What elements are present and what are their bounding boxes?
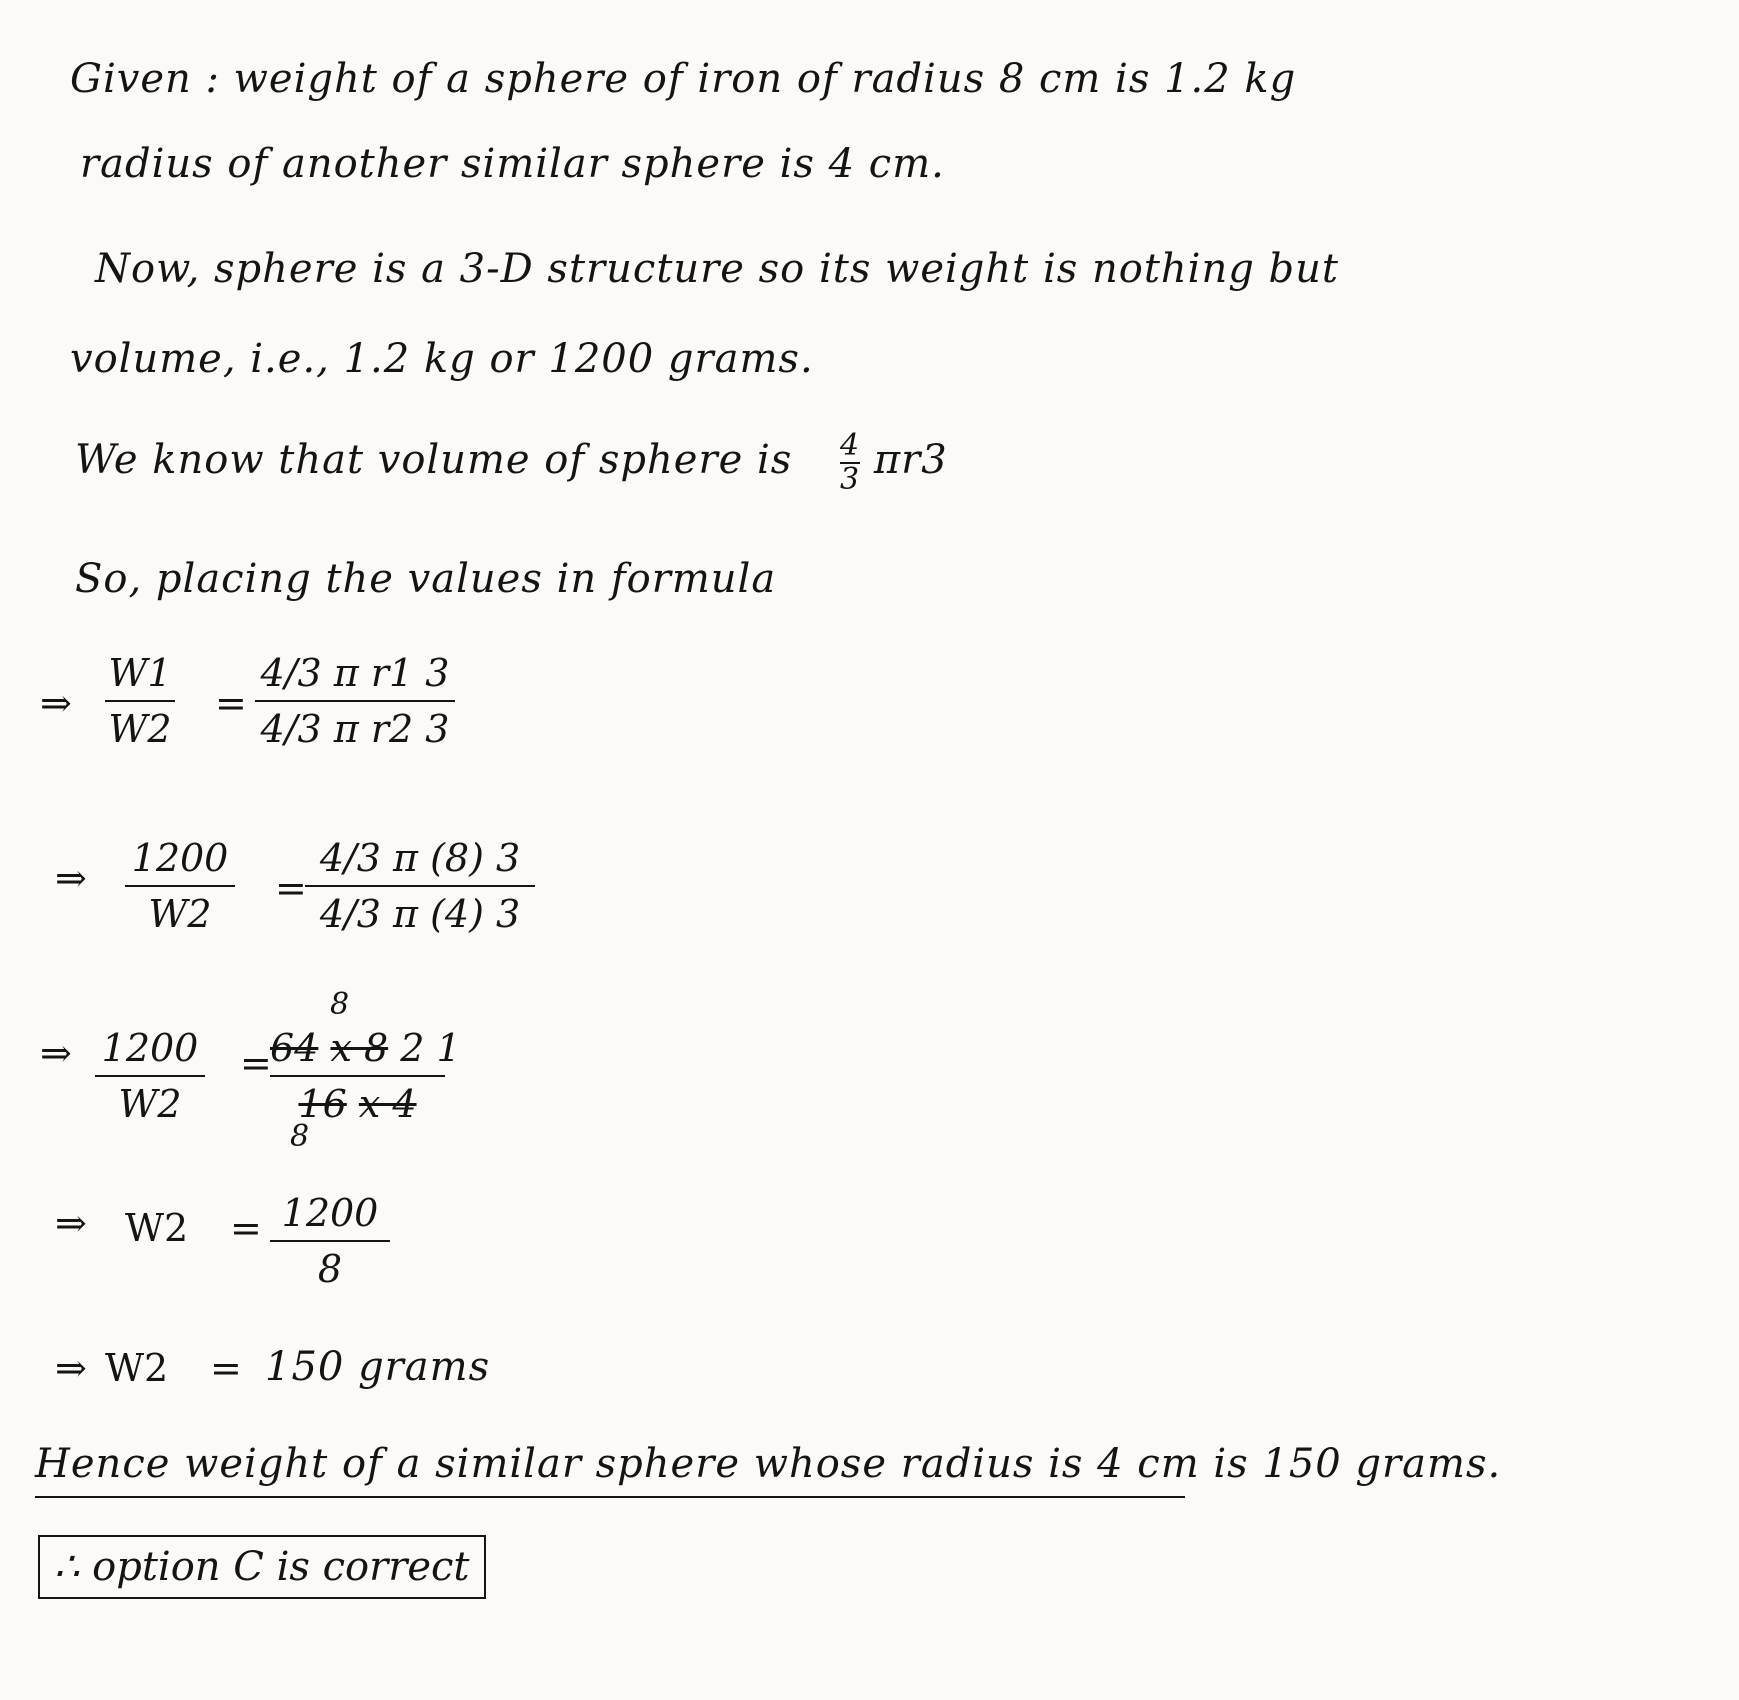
given-line-2: radius of another similar sphere is 4 cm.: [80, 141, 945, 187]
step3-rhs-den-a: 16: [298, 1082, 347, 1126]
volume-formula-numerator: 4: [840, 428, 861, 463]
step3-rhs-bar: [270, 1075, 445, 1077]
given-line-1: Given : weight of a sphere of iron of radius 8 cm is 1.2 kg: [70, 56, 1297, 102]
answer-box: ∴ option C is correct: [38, 1535, 486, 1599]
conclusion-underline: [35, 1496, 1185, 1498]
volume-formula-suffix: πr3: [873, 437, 948, 483]
step3-equals: =: [240, 1041, 272, 1085]
explanation-line-4: So, placing the values in formula: [75, 556, 777, 602]
step1-arrow: ⇒: [40, 681, 72, 725]
step3-cancel-top: 8: [330, 987, 350, 1022]
step1-rhs-numerator: 4/3 π r1 3: [260, 651, 450, 695]
step1-rhs-fraction: [255, 650, 455, 752]
explanation-line-3: [75, 430, 948, 496]
step3-rhs-numerator: [270, 1025, 461, 1071]
step1-equals: =: [215, 681, 247, 725]
step5-result: 150 grams: [265, 1344, 491, 1390]
step3-cancel-bottom: 8: [290, 1119, 310, 1154]
step1-rhs-bar: [255, 700, 455, 702]
step5-equals: =: [210, 1346, 242, 1390]
step2-lhs-numerator: 1200: [131, 836, 229, 880]
step4-lhs: W2: [125, 1206, 189, 1250]
step3-arrow: ⇒: [40, 1031, 72, 1075]
step3-lhs-bar: [95, 1075, 205, 1077]
step3-rhs-num-a: 64: [270, 1026, 319, 1070]
step2-rhs-bar: [305, 885, 535, 887]
step1-rhs-denominator: 4/3 π r2 3: [260, 707, 450, 751]
step3-lhs-denominator: W2: [118, 1082, 182, 1126]
explanation-line-3-prefix: We know that volume of sphere is: [75, 437, 793, 483]
step1-lhs-denominator: W2: [108, 707, 172, 751]
step4-rhs-numerator: 1200: [281, 1191, 379, 1235]
step2-lhs-denominator: W2: [148, 892, 212, 936]
step5-lhs: W2: [105, 1346, 169, 1390]
volume-formula-fraction: [840, 430, 860, 496]
step2-equals: =: [275, 866, 307, 910]
step1-lhs-bar: [105, 700, 175, 702]
step2-arrow: ⇒: [55, 856, 87, 900]
explanation-line-2: volume, i.e., 1.2 kg or 1200 grams.: [70, 336, 814, 382]
step2-lhs-bar: [125, 885, 235, 887]
step1-lhs-fraction: [105, 650, 175, 752]
step2-rhs-denominator: 4/3 π (4) 3: [319, 892, 521, 936]
step2-rhs-fraction: [305, 835, 535, 937]
step3-rhs-num-b: x 8: [330, 1026, 389, 1070]
step4-rhs-bar: [270, 1240, 390, 1242]
step3-rhs-den-b: x 4: [358, 1082, 417, 1126]
step3-rhs-num-c: 2 1: [400, 1026, 461, 1070]
step4-arrow: ⇒: [55, 1201, 87, 1245]
step5-arrow: ⇒: [55, 1346, 87, 1390]
step4-rhs-fraction: [270, 1190, 390, 1292]
step4-rhs-denominator: 8: [317, 1247, 343, 1291]
step3-lhs-numerator: 1200: [101, 1026, 199, 1070]
step2-lhs-fraction: [125, 835, 235, 937]
step3-rhs-fraction: [270, 1025, 461, 1127]
explanation-line-1: Now, sphere is a 3-D structure so its weight is nothing but: [95, 246, 1339, 292]
volume-formula-denominator: 3: [840, 462, 861, 497]
step2-rhs-numerator: 4/3 π (8) 3: [319, 836, 521, 880]
step1-lhs-numerator: W1: [108, 651, 172, 695]
step4-equals: =: [230, 1206, 262, 1250]
conclusion-line: Hence weight of a similar sphere whose radius is 4 cm is 150 grams.: [35, 1441, 1502, 1487]
step3-lhs-fraction: [95, 1025, 205, 1127]
